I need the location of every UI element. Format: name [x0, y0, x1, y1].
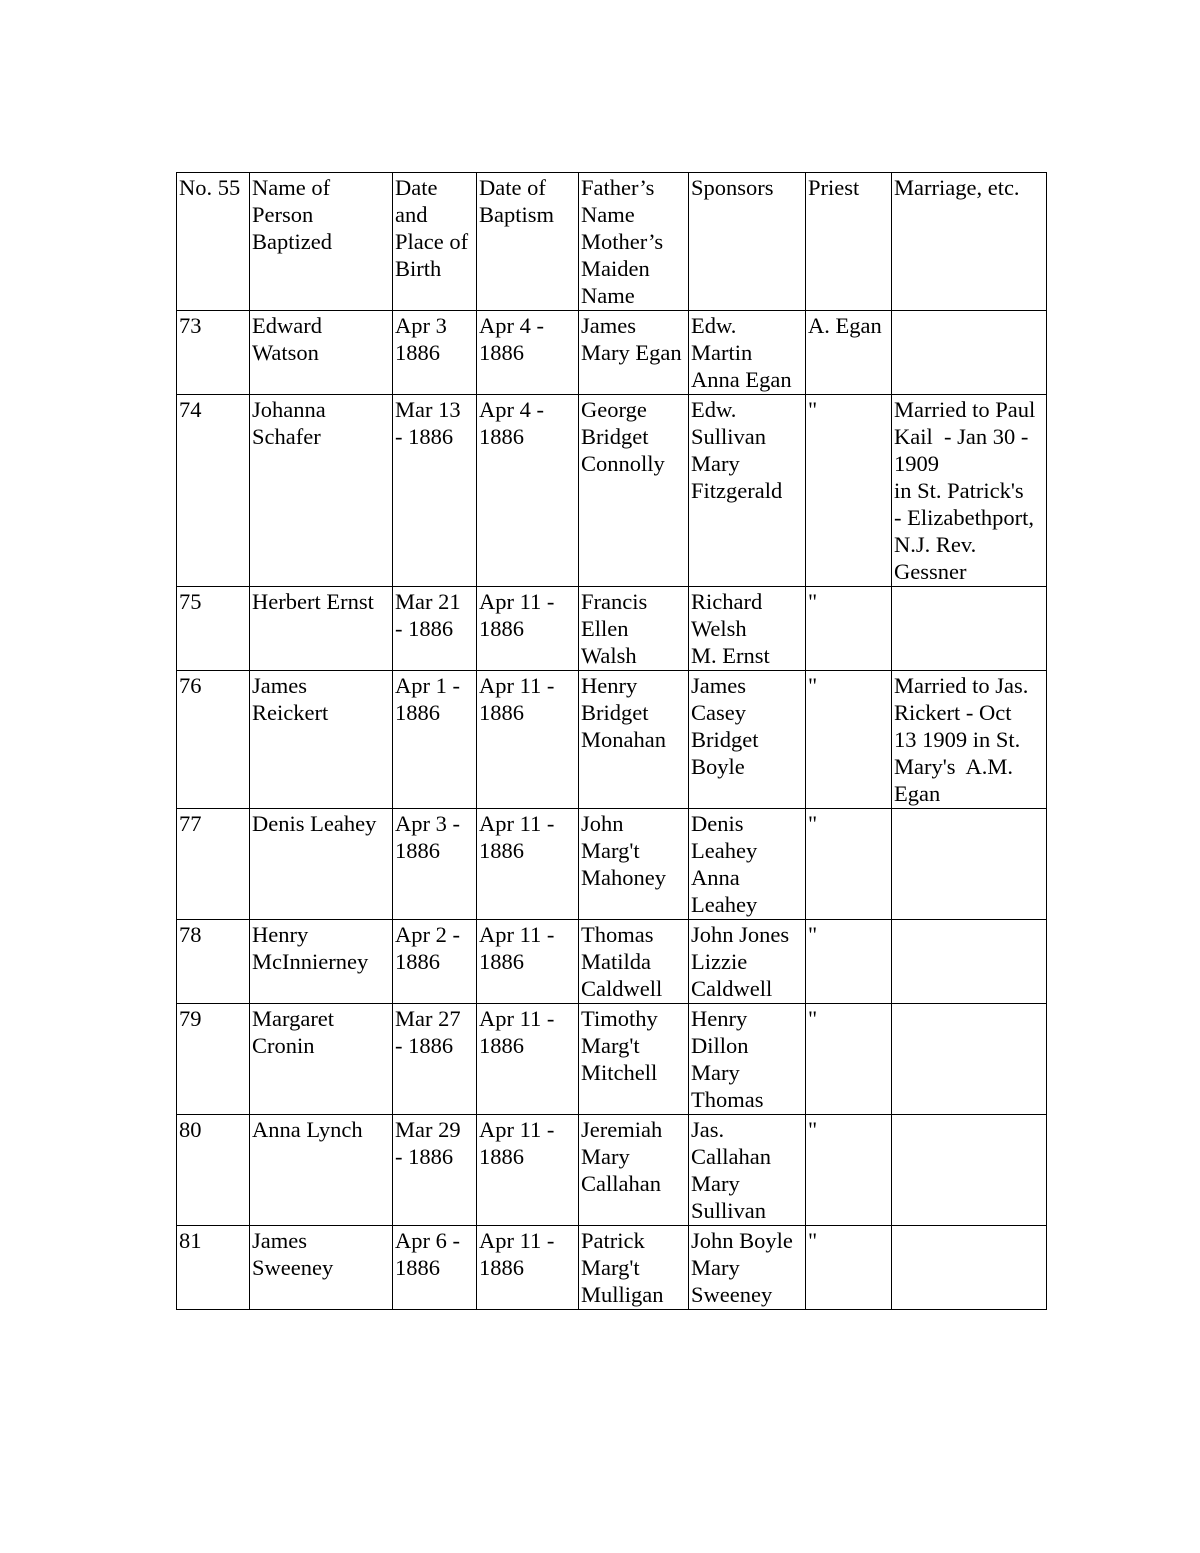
birth-date-cell — [393, 1226, 477, 1310]
header-baptism-date-cell — [477, 173, 579, 311]
cell-text-line: - 1886 — [395, 424, 454, 449]
cell-text-line: Sullivan — [691, 1198, 767, 1223]
priest-cell — [806, 311, 892, 395]
header-birth-date-cell — [393, 173, 477, 311]
cell-text-line: Apr 11 - — [479, 811, 555, 836]
cell-text-line: Mary — [691, 451, 740, 476]
cell-text-line: Leahey — [691, 838, 758, 863]
birth-date-cell — [393, 809, 477, 920]
cell-text-line: " — [808, 589, 818, 614]
cell-text-line: " — [808, 922, 818, 947]
cell-text-line: Lizzie — [691, 949, 748, 974]
cell-text-line: 80 — [179, 1117, 202, 1142]
birth-date-cell — [393, 587, 477, 671]
sponsors-cell — [689, 395, 806, 587]
cell-text-line: Boyle — [691, 754, 745, 779]
cell-text-line: Egan — [894, 781, 941, 806]
cell-text-line: Bridget — [691, 727, 759, 752]
cell-text-line: James — [581, 313, 636, 338]
cell-text-line: James — [252, 673, 307, 698]
cell-text-line: 1886 — [479, 340, 524, 365]
cell-text-line: Leahey — [691, 892, 758, 917]
baptism-date-cell — [477, 671, 579, 809]
cell-text-line: 1886 — [395, 700, 440, 725]
priest-cell — [806, 920, 892, 1004]
marriage-cell — [892, 1226, 1047, 1310]
cell-text-line: Edw. — [691, 397, 737, 422]
cell-text-line: Baptism — [479, 202, 555, 227]
cell-text-line: 1886 — [479, 1144, 524, 1169]
table-row — [177, 311, 1047, 395]
cell-text-line: Margaret — [252, 1006, 335, 1031]
cell-text-line: Mary — [691, 1060, 740, 1085]
sponsors-cell — [689, 1115, 806, 1226]
cell-text-line: Francis — [581, 589, 648, 614]
cell-text-line: Denis — [691, 811, 744, 836]
cell-text-line: Apr 3 — [395, 313, 447, 338]
priest-cell — [806, 671, 892, 809]
cell-text-line: " — [808, 397, 818, 422]
cell-text-line: Henry — [691, 1006, 748, 1031]
cell-text-line: Mahoney — [581, 865, 666, 890]
cell-text-line: 74 — [179, 397, 202, 422]
priest-cell — [806, 395, 892, 587]
cell-text-line: Anna Egan — [691, 367, 792, 392]
cell-text-line: 1909 — [894, 451, 939, 476]
table-row — [177, 395, 1047, 587]
cell-text-line: " — [808, 1228, 818, 1253]
cell-text-line: Dillon — [691, 1033, 749, 1058]
entry-number-cell — [177, 809, 250, 920]
entry-number-cell — [177, 920, 250, 1004]
parents-cell — [579, 1115, 689, 1226]
parents-cell — [579, 920, 689, 1004]
cell-text-line: Apr 11 - — [479, 1117, 555, 1142]
sponsors-cell — [689, 1004, 806, 1115]
cell-text-line: 1886 — [479, 424, 524, 449]
cell-text-line: " — [808, 811, 818, 836]
cell-text-line: Henry — [252, 922, 309, 947]
cell-text-line: Richard — [691, 589, 763, 614]
cell-text-line: Apr 2 - — [395, 922, 460, 947]
cell-text-line: Thomas — [691, 1087, 764, 1112]
cell-text-line: Henry — [581, 673, 638, 698]
cell-text-line: Mary — [581, 1144, 630, 1169]
baptism-date-cell — [477, 1115, 579, 1226]
person-name-cell — [250, 395, 393, 587]
cell-text-line: 1886 — [395, 340, 440, 365]
cell-text-line: Apr 11 - — [479, 589, 555, 614]
cell-text-line: Reickert — [252, 700, 329, 725]
cell-text-line: Edw. — [691, 313, 737, 338]
cell-text-line: James — [252, 1228, 307, 1253]
birth-date-cell — [393, 395, 477, 587]
cell-text-line: 73 — [179, 313, 202, 338]
baptism-date-cell — [477, 1226, 579, 1310]
priest-cell — [806, 1226, 892, 1310]
cell-text-line: Sullivan — [691, 424, 767, 449]
cell-text-line: Baptized — [252, 229, 332, 254]
cell-text-line: Mary — [691, 1171, 740, 1196]
header-sponsors-cell — [689, 173, 806, 311]
entry-number-cell — [177, 1115, 250, 1226]
cell-text-line: 81 — [179, 1228, 202, 1253]
cell-text-line: Mar 27 — [395, 1006, 461, 1031]
cell-text-line: Apr 11 - — [479, 922, 555, 947]
cell-text-line: 1886 — [395, 1255, 440, 1280]
marriage-cell — [892, 1115, 1047, 1226]
parents-cell — [579, 1226, 689, 1310]
cell-text-line: Apr 11 - — [479, 1006, 555, 1031]
cell-text-line: Callahan — [691, 1144, 771, 1169]
cell-text-line: Marg't — [581, 838, 640, 863]
cell-text-line: 76 — [179, 673, 202, 698]
cell-text-line: - Elizabethport, — [894, 505, 1034, 530]
cell-text-line: Priest — [808, 175, 860, 200]
baptism-date-cell — [477, 587, 579, 671]
entry-number-cell — [177, 311, 250, 395]
cell-text-line: Mother’s — [581, 229, 664, 254]
cell-text-line: Gessner — [894, 559, 967, 584]
cell-text-line: Bridget — [581, 424, 649, 449]
cell-text-line: " — [808, 1117, 818, 1142]
cell-text-line: Mary — [691, 1255, 740, 1280]
header-priest-cell — [806, 173, 892, 311]
cell-text-line: Mary's A.M. — [894, 754, 1014, 779]
cell-text-line: M. Ernst — [691, 643, 770, 668]
cell-text-line: Married to Jas. — [894, 673, 1029, 698]
marriage-cell — [892, 1004, 1047, 1115]
table-row — [177, 671, 1047, 809]
person-name-cell — [250, 1004, 393, 1115]
cell-text-line: Maiden — [581, 256, 650, 281]
sponsors-cell — [689, 587, 806, 671]
cell-text-line: Marg't — [581, 1255, 640, 1280]
cell-text-line: - 1886 — [395, 616, 454, 641]
cell-text-line: No. 55 — [179, 175, 241, 200]
parents-cell — [579, 671, 689, 809]
cell-text-line: Mary Egan — [581, 340, 682, 365]
cell-text-line: Anna — [691, 865, 740, 890]
cell-text-line: Herbert Ernst — [252, 589, 374, 614]
cell-text-line: Birth — [395, 256, 442, 281]
entry-number-cell — [177, 587, 250, 671]
marriage-cell — [892, 809, 1047, 920]
baptism-date-cell — [477, 395, 579, 587]
birth-date-cell — [393, 311, 477, 395]
baptism-date-cell — [477, 809, 579, 920]
cell-text-line: Person — [252, 202, 314, 227]
cell-text-line: Johanna — [252, 397, 326, 422]
cell-text-line: 75 — [179, 589, 202, 614]
parents-cell — [579, 311, 689, 395]
cell-text-line: Name of — [252, 175, 331, 200]
marriage-cell — [892, 671, 1047, 809]
cell-text-line: A. Egan — [808, 313, 882, 338]
cell-text-line: 77 — [179, 811, 202, 836]
cell-text-line: Name — [581, 202, 635, 227]
table-row — [177, 809, 1047, 920]
cell-text-line: - 1886 — [395, 1144, 454, 1169]
table-row — [177, 1226, 1047, 1310]
cell-text-line: Edward — [252, 313, 322, 338]
table-row — [177, 1115, 1047, 1226]
cell-text-line: 1886 — [395, 838, 440, 863]
cell-text-line: Martin — [691, 340, 753, 365]
cell-text-line: Mulligan — [581, 1282, 664, 1307]
cell-text-line: 1886 — [479, 700, 524, 725]
sponsors-cell — [689, 920, 806, 1004]
birth-date-cell — [393, 1004, 477, 1115]
cell-text-line: 1886 — [479, 949, 524, 974]
cell-text-line: Apr 6 - — [395, 1228, 460, 1253]
person-name-cell — [250, 920, 393, 1004]
cell-text-line: Caldwell — [691, 976, 773, 1001]
cell-text-line: Patrick — [581, 1228, 645, 1253]
cell-text-line: 1886 — [479, 616, 524, 641]
cell-text-line: Bridget — [581, 700, 649, 725]
cell-text-line: Timothy — [581, 1006, 658, 1031]
person-name-cell — [250, 311, 393, 395]
cell-text-line: Apr 11 - — [479, 673, 555, 698]
cell-text-line: and — [395, 202, 428, 227]
person-name-cell — [250, 1115, 393, 1226]
person-name-cell — [250, 1226, 393, 1310]
cell-text-line: Walsh — [581, 643, 637, 668]
cell-text-line: 1886 — [479, 1033, 524, 1058]
cell-text-line: Casey — [691, 700, 746, 725]
cell-text-line: 13 1909 in St. — [894, 727, 1021, 752]
person-name-cell — [250, 671, 393, 809]
cell-text-line: " — [808, 1006, 818, 1031]
header-person-name-cell — [250, 173, 393, 311]
header-marriage-cell — [892, 173, 1047, 311]
cell-text-line: Marg't — [581, 1033, 640, 1058]
cell-text-line: Father’s — [581, 175, 655, 200]
cell-text-line: Sweeney — [252, 1255, 334, 1280]
cell-text-line: Place of — [395, 229, 469, 254]
cell-text-line: in St. Patrick's — [894, 478, 1024, 503]
birth-date-cell — [393, 1115, 477, 1226]
cell-text-line: N.J. Rev. — [894, 532, 977, 557]
cell-text-line: Date of — [479, 175, 546, 200]
cell-text-line: Married to Paul — [894, 397, 1036, 422]
marriage-cell — [892, 311, 1047, 395]
table-header-row — [177, 173, 1047, 311]
table-row — [177, 920, 1047, 1004]
cell-text-line: Fitzgerald — [691, 478, 783, 503]
cell-text-line: Apr 1 - — [395, 673, 460, 698]
cell-text-line: Apr 11 - — [479, 1228, 555, 1253]
baptism-date-cell — [477, 311, 579, 395]
cell-text-line: 79 — [179, 1006, 202, 1031]
cell-text-line: Callahan — [581, 1171, 661, 1196]
priest-cell — [806, 587, 892, 671]
cell-text-line: " — [808, 673, 818, 698]
cell-text-line: Schafer — [252, 424, 321, 449]
cell-text-line: Cronin — [252, 1033, 315, 1058]
cell-text-line: 1886 — [395, 949, 440, 974]
baptism-register-table — [176, 172, 1047, 1310]
cell-text-line: - 1886 — [395, 1033, 454, 1058]
cell-text-line: 78 — [179, 922, 202, 947]
cell-text-line: George — [581, 397, 647, 422]
cell-text-line: McInnierney — [252, 949, 369, 974]
cell-text-line: Mar 21 — [395, 589, 461, 614]
entry-number-cell — [177, 1226, 250, 1310]
cell-text-line: Apr 4 - — [479, 313, 544, 338]
cell-text-line: Mar 13 — [395, 397, 461, 422]
parents-cell — [579, 395, 689, 587]
baptism-date-cell — [477, 920, 579, 1004]
cell-text-line: John Jones — [691, 922, 790, 947]
cell-text-line: Jas. — [691, 1117, 725, 1142]
cell-text-line: John — [581, 811, 624, 836]
cell-text-line: Jeremiah — [581, 1117, 663, 1142]
cell-text-line: Welsh — [691, 616, 747, 641]
entry-number-cell — [177, 671, 250, 809]
header-entry-number-cell — [177, 173, 250, 311]
cell-text-line: 1886 — [479, 838, 524, 863]
sponsors-cell — [689, 671, 806, 809]
cell-text-line: Name — [581, 283, 635, 308]
sponsors-cell — [689, 311, 806, 395]
parents-cell — [579, 809, 689, 920]
cell-text-line: Thomas — [581, 922, 654, 947]
sponsors-cell — [689, 1226, 806, 1310]
priest-cell — [806, 809, 892, 920]
cell-text-line: Connolly — [581, 451, 665, 476]
baptism-date-cell — [477, 1004, 579, 1115]
cell-text-line: 1886 — [479, 1255, 524, 1280]
cell-text-line: John Boyle — [691, 1228, 793, 1253]
marriage-cell — [892, 587, 1047, 671]
cell-text-line: James — [691, 673, 746, 698]
entry-number-cell — [177, 1004, 250, 1115]
cell-text-line: Mar 29 — [395, 1117, 461, 1142]
person-name-cell — [250, 587, 393, 671]
table-row — [177, 1004, 1047, 1115]
cell-text-line: Watson — [252, 340, 319, 365]
cell-text-line: Apr 3 - — [395, 811, 460, 836]
cell-text-line: Date — [395, 175, 438, 200]
priest-cell — [806, 1115, 892, 1226]
cell-text-line: Kail - Jan 30 - — [894, 424, 1029, 449]
parents-cell — [579, 1004, 689, 1115]
cell-text-line: Denis Leahey — [252, 811, 377, 836]
table-row — [177, 587, 1047, 671]
cell-text-line: Monahan — [581, 727, 666, 752]
person-name-cell — [250, 809, 393, 920]
cell-text-line: Ellen — [581, 616, 629, 641]
cell-text-line: Rickert - Oct — [894, 700, 1012, 725]
cell-text-line: Mitchell — [581, 1060, 658, 1085]
marriage-cell — [892, 395, 1047, 587]
header-parents-cell — [579, 173, 689, 311]
priest-cell — [806, 1004, 892, 1115]
cell-text-line: Caldwell — [581, 976, 663, 1001]
cell-text-line: Matilda — [581, 949, 651, 974]
cell-text-line: Marriage, etc. — [894, 175, 1020, 200]
birth-date-cell — [393, 920, 477, 1004]
cell-text-line: Anna Lynch — [252, 1117, 363, 1142]
marriage-cell — [892, 920, 1047, 1004]
sponsors-cell — [689, 809, 806, 920]
cell-text-line: Sponsors — [691, 175, 774, 200]
cell-text-line: Sweeney — [691, 1282, 773, 1307]
parents-cell — [579, 587, 689, 671]
birth-date-cell — [393, 671, 477, 809]
entry-number-cell — [177, 395, 250, 587]
cell-text-line: Apr 4 - — [479, 397, 544, 422]
